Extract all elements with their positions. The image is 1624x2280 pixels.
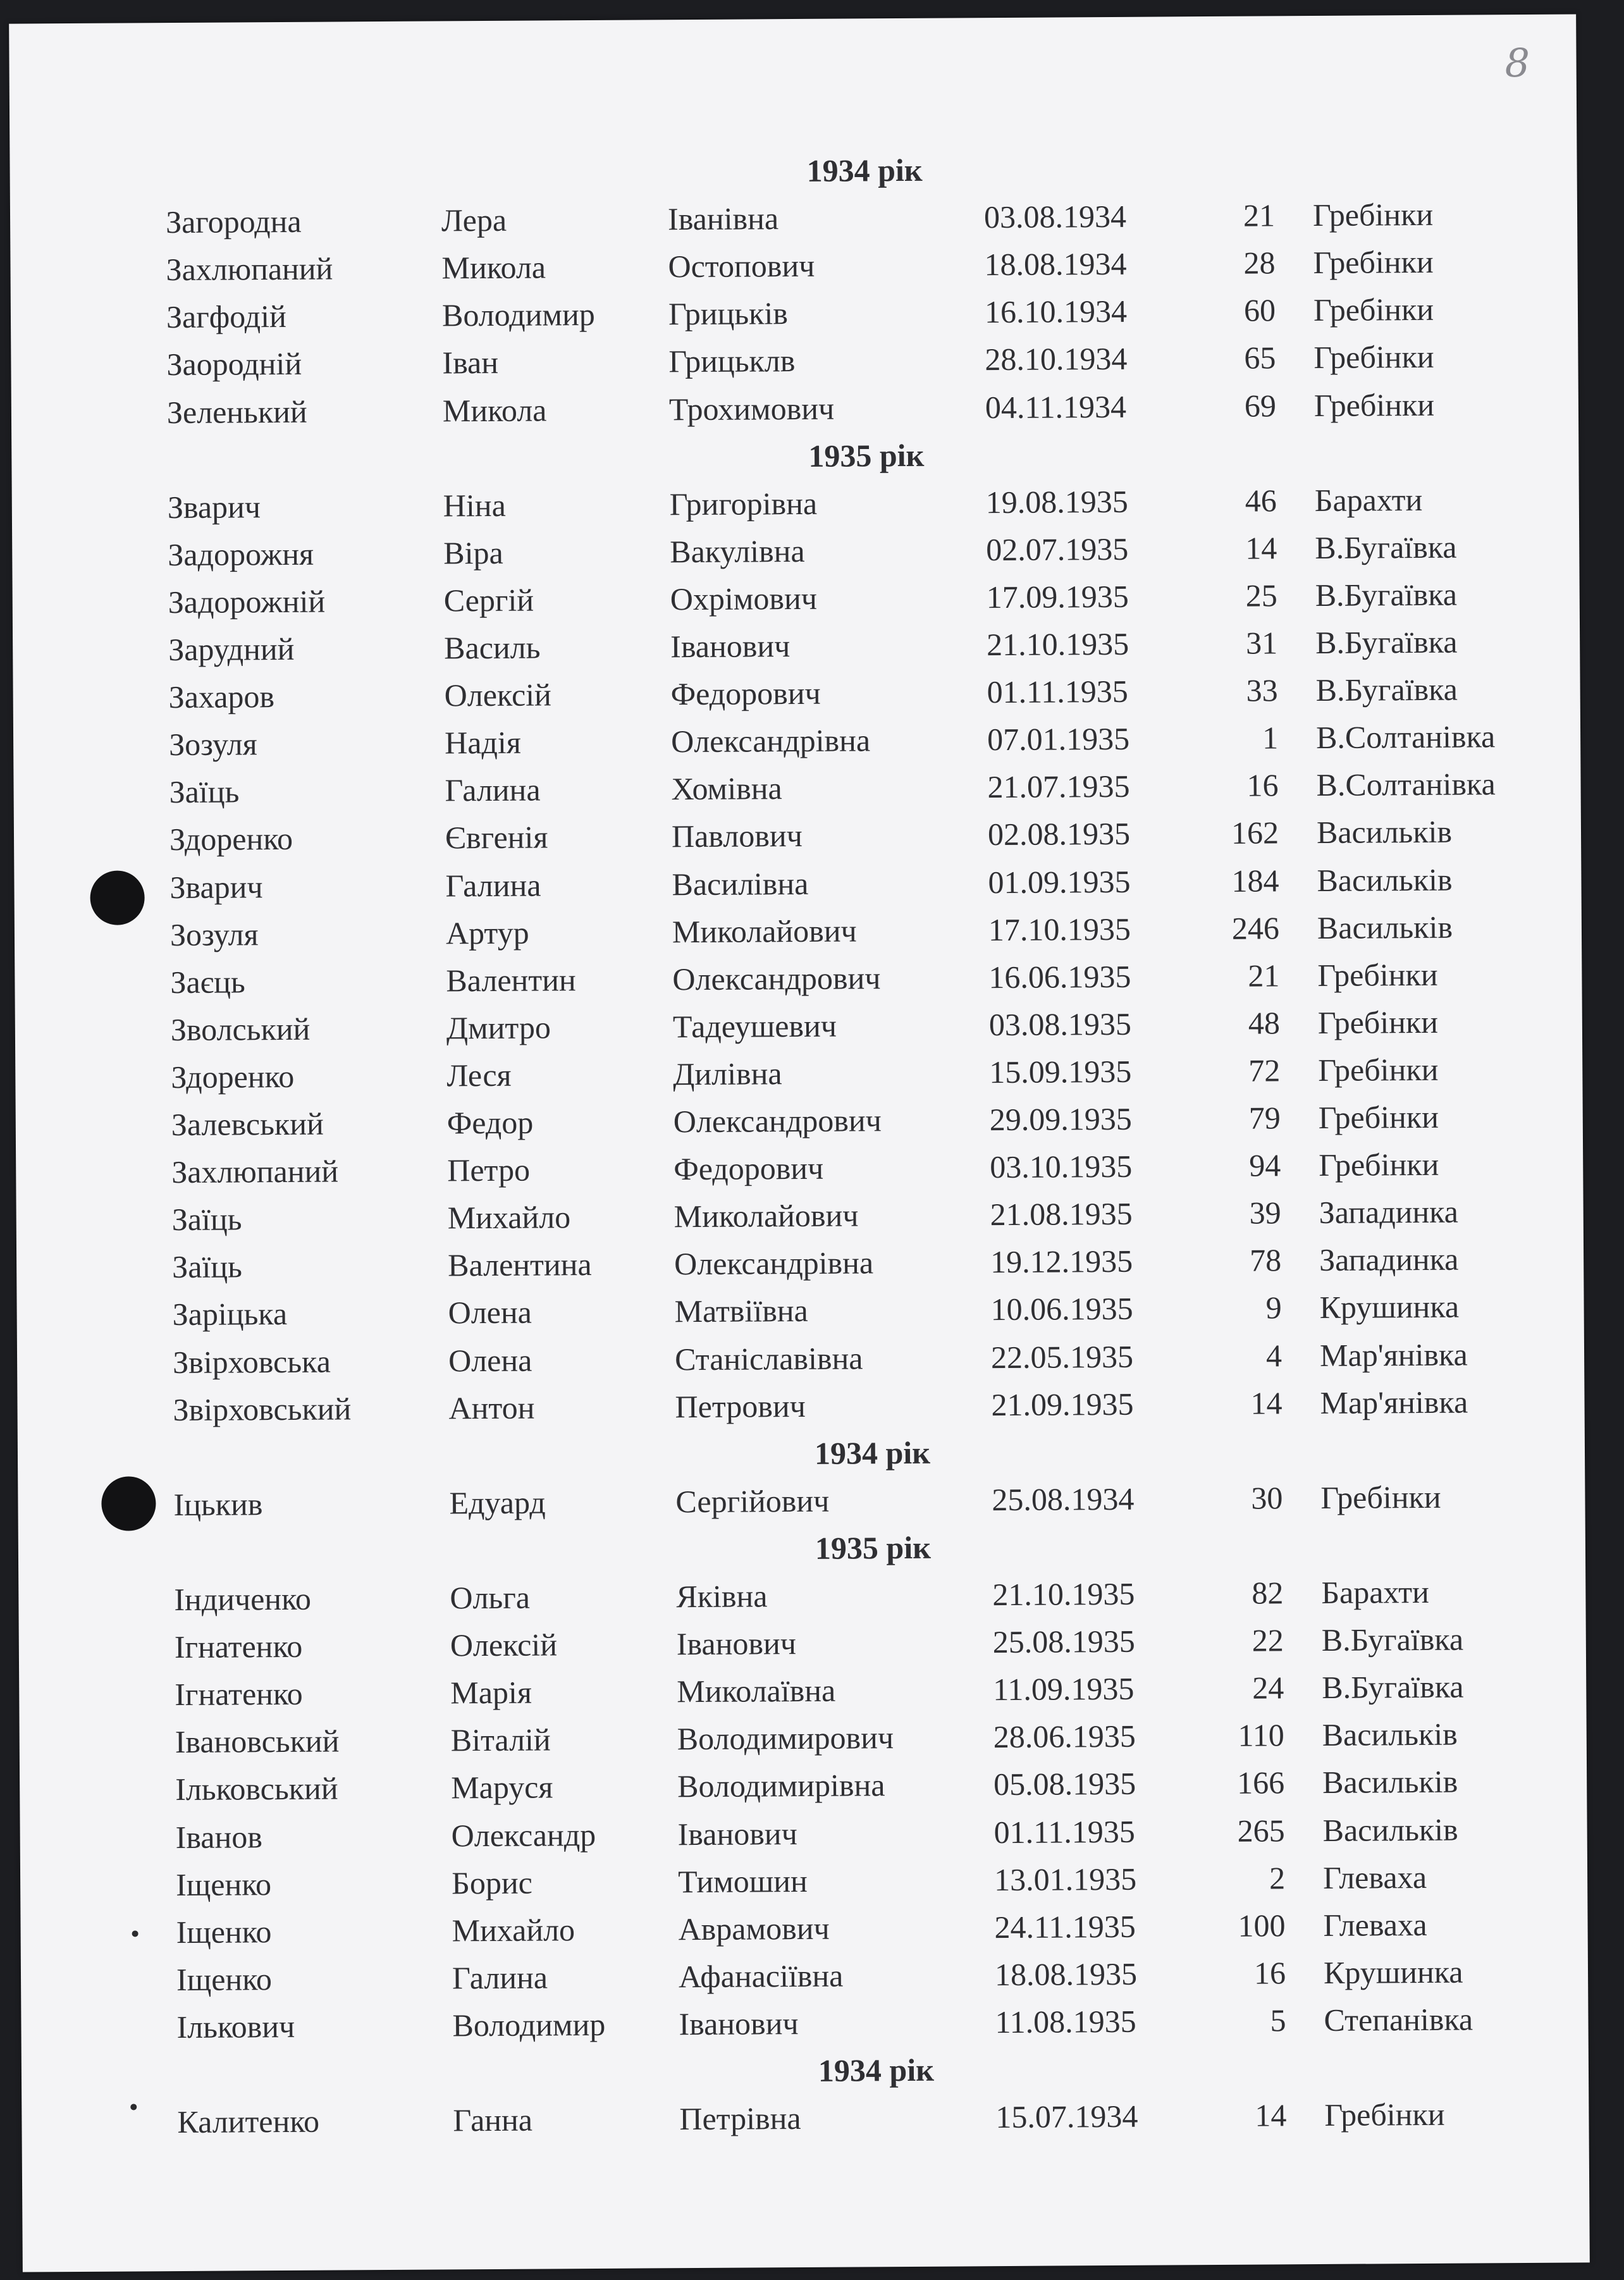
record-patronymic: Федорович	[670, 675, 821, 712]
record-surname: Зозуля	[169, 916, 259, 952]
record-village: Васильків	[1322, 1811, 1458, 1848]
record-number: 39	[1249, 1195, 1281, 1231]
record-name: Марія	[450, 1674, 532, 1711]
record-village: В.Бугаївка	[1315, 576, 1458, 613]
record-surname: Звірховський	[173, 1390, 352, 1427]
record-village: Крушинка	[1323, 1954, 1463, 1990]
record-village: Глеваха	[1322, 1859, 1427, 1895]
record-patronymic: Володимирівна	[677, 1767, 885, 1804]
year-heading-label: 1935 рік	[815, 1529, 932, 1566]
record-village: В.Бугаївка	[1322, 1668, 1464, 1706]
record-patronymic: Петрівна	[679, 2100, 801, 2137]
record-name: Артур	[445, 915, 529, 951]
record-village: Васильків	[1316, 814, 1453, 851]
record-name: Ганна	[453, 2102, 533, 2138]
record-date: 04.11.1934	[985, 388, 1127, 425]
record-patronymic: Афанасіївна	[678, 1957, 844, 1994]
record-village: Гребінки	[1317, 1004, 1439, 1040]
record-number: 16	[1246, 767, 1279, 803]
record-village: В.Бугаївка	[1321, 1621, 1464, 1658]
record-number: 94	[1249, 1147, 1281, 1183]
record-village: Гребінки	[1324, 2096, 1445, 2133]
record-patronymic: Олександрівна	[670, 722, 871, 760]
record-name: Микола	[442, 391, 547, 428]
record-number: 5	[1270, 2002, 1286, 2038]
record-date: 13.01.1935	[993, 1861, 1137, 1897]
record-date: 07.01.1935	[987, 720, 1130, 758]
record-number: 184	[1231, 862, 1279, 899]
record-patronymic: Станіславівна	[674, 1340, 863, 1377]
record-patronymic: Федорович	[674, 1150, 824, 1187]
record-name: Микола	[441, 249, 546, 286]
record-surname: Задорожній	[168, 583, 326, 620]
record-name: Василь	[444, 629, 541, 666]
record-date: 16.06.1935	[988, 958, 1131, 995]
record-surname: Захаров	[168, 679, 275, 715]
record-patronymic: Сергійович	[675, 1482, 830, 1520]
record-name: Галина	[445, 772, 541, 808]
record-number: 162	[1231, 815, 1279, 851]
record-surname: Івановський	[175, 1723, 340, 1760]
record-number: 166	[1237, 1765, 1285, 1801]
record-surname: Іцькив	[173, 1486, 263, 1522]
record-patronymic: Іванівна	[667, 200, 779, 237]
record-name: Іван	[442, 345, 499, 381]
record-village: Барахти	[1314, 481, 1423, 518]
record-number: 24	[1252, 1670, 1284, 1706]
record-number: 1	[1262, 720, 1279, 756]
record-name: Лера	[441, 202, 507, 238]
record-surname: Заріцька	[172, 1296, 288, 1333]
record-surname: Загородна	[165, 203, 302, 240]
record-date: 17.10.1935	[988, 911, 1131, 947]
record-number: 21	[1248, 958, 1280, 994]
record-village: Гребінки	[1313, 386, 1435, 423]
record-patronymic: Матвіївна	[674, 1293, 808, 1329]
record-patronymic: Аврамович	[678, 1910, 830, 1947]
record-surname: Зволський	[170, 1011, 311, 1047]
record-surname: Зозуля	[168, 726, 257, 763]
record-name: Дмитро	[446, 1009, 551, 1046]
record-number: 14	[1245, 530, 1277, 566]
record-name: Едуард	[449, 1484, 546, 1521]
record-surname: Індиченко	[174, 1581, 312, 1618]
record-village: Гребінки	[1320, 1479, 1441, 1515]
record-patronymic: Тадеушевич	[672, 1008, 837, 1045]
record-number: 46	[1245, 483, 1277, 519]
record-name: Олена	[448, 1294, 532, 1331]
record-name: Борис	[451, 1864, 532, 1901]
record-patronymic: Іванович	[676, 1625, 797, 1662]
record-village: В.Бугаївка	[1315, 529, 1457, 565]
record-number: 100	[1238, 1907, 1286, 1944]
record-date: 21.10.1935	[992, 1575, 1135, 1613]
record-village: В.Бугаївка	[1315, 624, 1458, 660]
record-village: Гребінки	[1313, 292, 1434, 328]
record-surname: Здоренко	[169, 821, 293, 858]
year-heading-label: 1935 рік	[808, 437, 925, 474]
record-date: 11.09.1935	[993, 1670, 1135, 1708]
document-page	[9, 14, 1590, 2272]
record-name: Маруся	[451, 1769, 553, 1806]
record-surname: Заєць	[170, 964, 245, 1000]
record-village: Васильків	[1322, 1764, 1458, 1801]
record-village: Крушинка	[1319, 1289, 1460, 1326]
record-number: 69	[1244, 387, 1277, 424]
record-patronymic: Олександрович	[672, 959, 881, 997]
record-patronymic: Іванович	[679, 2005, 799, 2042]
record-patronymic: Вакулівна	[670, 533, 805, 570]
record-patronymic: Олександрович	[673, 1102, 882, 1140]
record-name: Ольга	[450, 1579, 531, 1616]
record-name: Валентин	[446, 961, 576, 999]
record-date: 11.08.1935	[995, 2003, 1136, 2040]
record-village: Гребінки	[1318, 1051, 1439, 1088]
record-name: Галина	[445, 866, 541, 903]
record-date: 22.05.1935	[990, 1338, 1134, 1375]
record-date: 25.08.1935	[992, 1623, 1135, 1660]
record-number: 14	[1255, 2097, 1287, 2133]
record-patronymic: Василівна	[672, 865, 809, 902]
record-number: 48	[1248, 1005, 1281, 1041]
record-name: Валентина	[447, 1247, 592, 1283]
record-name: Віталій	[450, 1722, 551, 1758]
record-surname: Ількович	[176, 2008, 295, 2045]
record-patronymic: Володимирович	[677, 1720, 894, 1757]
record-surname: Зарудний	[168, 631, 295, 668]
record-surname: Іщенко	[176, 1913, 272, 1950]
record-village: Гребінки	[1313, 244, 1434, 281]
record-date: 29.09.1935	[989, 1100, 1132, 1138]
record-name: Ніна	[443, 487, 506, 524]
record-date: 18.08.1935	[994, 1956, 1138, 1992]
record-surname: Захлюпаний	[171, 1153, 339, 1190]
record-surname: Залевський	[171, 1106, 324, 1143]
record-number: 31	[1246, 625, 1278, 661]
record-date: 28.10.1934	[985, 341, 1128, 378]
record-date: 02.07.1935	[986, 531, 1129, 567]
record-number: 60	[1243, 292, 1276, 328]
record-patronymic: Остопович	[668, 248, 815, 285]
record-date: 16.10.1934	[984, 293, 1128, 330]
record-patronymic: Яківна	[676, 1578, 768, 1615]
record-patronymic: Петрович	[675, 1388, 806, 1424]
record-patronymic: Дилівна	[673, 1056, 782, 1092]
record-number: 246	[1231, 909, 1280, 946]
record-surname: Зеленький	[166, 393, 307, 430]
record-date: 18.08.1934	[984, 246, 1127, 283]
record-date: 15.09.1935	[989, 1053, 1132, 1090]
record-name: Петро	[447, 1152, 531, 1188]
record-number: 78	[1249, 1242, 1282, 1278]
record-surname: Іщенко	[175, 1866, 272, 1902]
record-village: Глеваха	[1323, 1906, 1427, 1943]
record-surname: Заїць	[169, 773, 240, 810]
record-surname: Іванов	[175, 1818, 263, 1855]
record-date: 17.09.1935	[986, 578, 1129, 615]
year-heading-label: 1934 рік	[806, 152, 923, 188]
record-patronymic: Григорівна	[669, 485, 818, 522]
record-number: 79	[1248, 1100, 1281, 1136]
record-number: 9	[1265, 1290, 1282, 1326]
record-number: 110	[1238, 1717, 1284, 1754]
record-name: Федор	[446, 1104, 534, 1141]
record-village: Гребінки	[1317, 956, 1438, 993]
record-surname: Заїць	[172, 1248, 243, 1285]
record-date: 24.11.1935	[994, 1908, 1136, 1945]
record-number: 30	[1251, 1480, 1283, 1516]
record-date: 03.08.1935	[988, 1006, 1132, 1042]
record-village: В.Бугаївка	[1315, 671, 1458, 708]
record-village: Степанівка	[1324, 2001, 1473, 2038]
record-village: Васильків	[1317, 861, 1453, 898]
record-village: В.Солтанівка	[1316, 766, 1496, 803]
record-name: Михайло	[452, 1911, 575, 1949]
record-date: 21.09.1935	[991, 1386, 1134, 1422]
record-number: 14	[1250, 1384, 1283, 1421]
record-village: Мар'янівка	[1319, 1336, 1468, 1373]
record-village: Мар'янівка	[1320, 1384, 1468, 1420]
record-name: Олександр	[451, 1816, 596, 1853]
record-number: 25	[1245, 577, 1277, 613]
record-patronymic: Миколайович	[672, 913, 857, 949]
record-patronymic: Тимошин	[677, 1863, 808, 1899]
record-name: Галина	[452, 1959, 548, 1996]
record-village: В.Солтанівка	[1315, 718, 1496, 756]
record-number: 33	[1246, 672, 1278, 708]
record-date: 21.10.1935	[987, 625, 1129, 663]
record-village: Васильків	[1322, 1716, 1458, 1753]
record-village: Гребінки	[1313, 339, 1434, 376]
record-number: 21	[1243, 197, 1276, 233]
record-surname: Заїць	[171, 1201, 242, 1238]
record-name: Євгенія	[445, 819, 548, 856]
record-name: Олена	[448, 1342, 532, 1378]
record-date: 19.08.1935	[985, 483, 1128, 520]
record-patronymic: Грицьклв	[668, 343, 796, 379]
record-number: 22	[1252, 1622, 1284, 1658]
page-number-mark: 8	[1504, 39, 1530, 87]
record-row	[22, 2089, 1589, 2147]
record-date: 15.07.1934	[995, 2098, 1138, 2135]
record-name: Сергій	[443, 582, 534, 619]
record-date: 02.08.1935	[987, 816, 1131, 853]
record-surname: Звірховська	[172, 1343, 331, 1380]
record-number: 72	[1248, 1052, 1281, 1088]
record-village: Гребінки	[1319, 1146, 1439, 1183]
record-date: 01.09.1935	[988, 863, 1131, 900]
record-name: Володимир	[441, 297, 595, 333]
record-name: Леся	[446, 1057, 512, 1094]
record-surname: Ігнатенко	[174, 1628, 303, 1665]
record-date: 05.08.1935	[993, 1766, 1136, 1802]
register-list	[9, 14, 1590, 2272]
record-patronymic: Миколайович	[674, 1197, 859, 1235]
record-date: 03.10.1935	[990, 1148, 1133, 1185]
record-patronymic: Миколаївна	[677, 1672, 836, 1710]
record-date: 01.11.1935	[993, 1813, 1135, 1850]
record-date: 21.08.1935	[990, 1195, 1133, 1233]
record-patronymic: Іванович	[670, 628, 790, 665]
record-surname: Зварич	[167, 488, 261, 525]
record-patronymic: Грицьків	[668, 295, 789, 332]
record-date: 03.08.1934	[983, 198, 1127, 235]
record-number: 4	[1265, 1337, 1283, 1373]
record-patronymic: Хомівна	[671, 770, 782, 807]
record-date: 10.06.1935	[990, 1291, 1133, 1328]
record-surname: Задорожня	[168, 536, 314, 572]
record-date: 19.12.1935	[990, 1243, 1133, 1280]
record-surname: Калитенко	[177, 2103, 320, 2140]
record-number: 28	[1243, 245, 1276, 281]
record-name: Віра	[443, 534, 503, 571]
record-patronymic: Павлович	[671, 818, 803, 854]
record-surname: Ільковський	[175, 1770, 338, 1808]
record-name: Антон	[448, 1390, 535, 1426]
record-village: Васильків	[1317, 909, 1453, 946]
record-village: Гребінки	[1312, 196, 1434, 233]
record-name: Олексій	[444, 677, 551, 713]
record-number: 65	[1244, 340, 1276, 376]
record-date: 21.07.1935	[987, 768, 1130, 805]
record-date: 01.11.1935	[987, 673, 1128, 710]
record-surname: Здоренко	[171, 1058, 295, 1095]
record-number: 2	[1269, 1859, 1286, 1896]
record-surname: Заородній	[166, 346, 302, 383]
record-village: Западинка	[1319, 1241, 1459, 1278]
record-name: Олексій	[450, 1627, 558, 1663]
record-village: Гребінки	[1318, 1099, 1439, 1135]
record-number: 16	[1253, 1955, 1286, 1991]
record-patronymic: Іванович	[677, 1815, 797, 1852]
record-village: Западинка	[1319, 1193, 1459, 1231]
record-patronymic: Трохимович	[668, 390, 835, 427]
year-heading-label: 1934 рік	[818, 2052, 935, 2088]
record-name: Володимир	[452, 2006, 606, 2043]
record-patronymic: Олександрівна	[674, 1245, 874, 1282]
record-surname: Загфодій	[166, 299, 286, 335]
record-date: 25.08.1934	[992, 1481, 1135, 1517]
record-patronymic: Охрімович	[670, 580, 818, 617]
record-surname: Ігнатенко	[175, 1676, 303, 1713]
record-name: Надія	[444, 724, 521, 761]
year-heading-label: 1934 рік	[814, 1434, 931, 1471]
record-surname: Іщенко	[176, 1961, 273, 1997]
record-number: 82	[1252, 1575, 1284, 1611]
record-name: Михайло	[447, 1199, 571, 1236]
record-date: 28.06.1935	[993, 1718, 1136, 1755]
record-surname: Захлюпаний	[166, 250, 333, 288]
record-surname: Зварич	[169, 868, 263, 905]
record-number: 265	[1237, 1812, 1285, 1849]
record-village: Барахти	[1321, 1574, 1429, 1610]
